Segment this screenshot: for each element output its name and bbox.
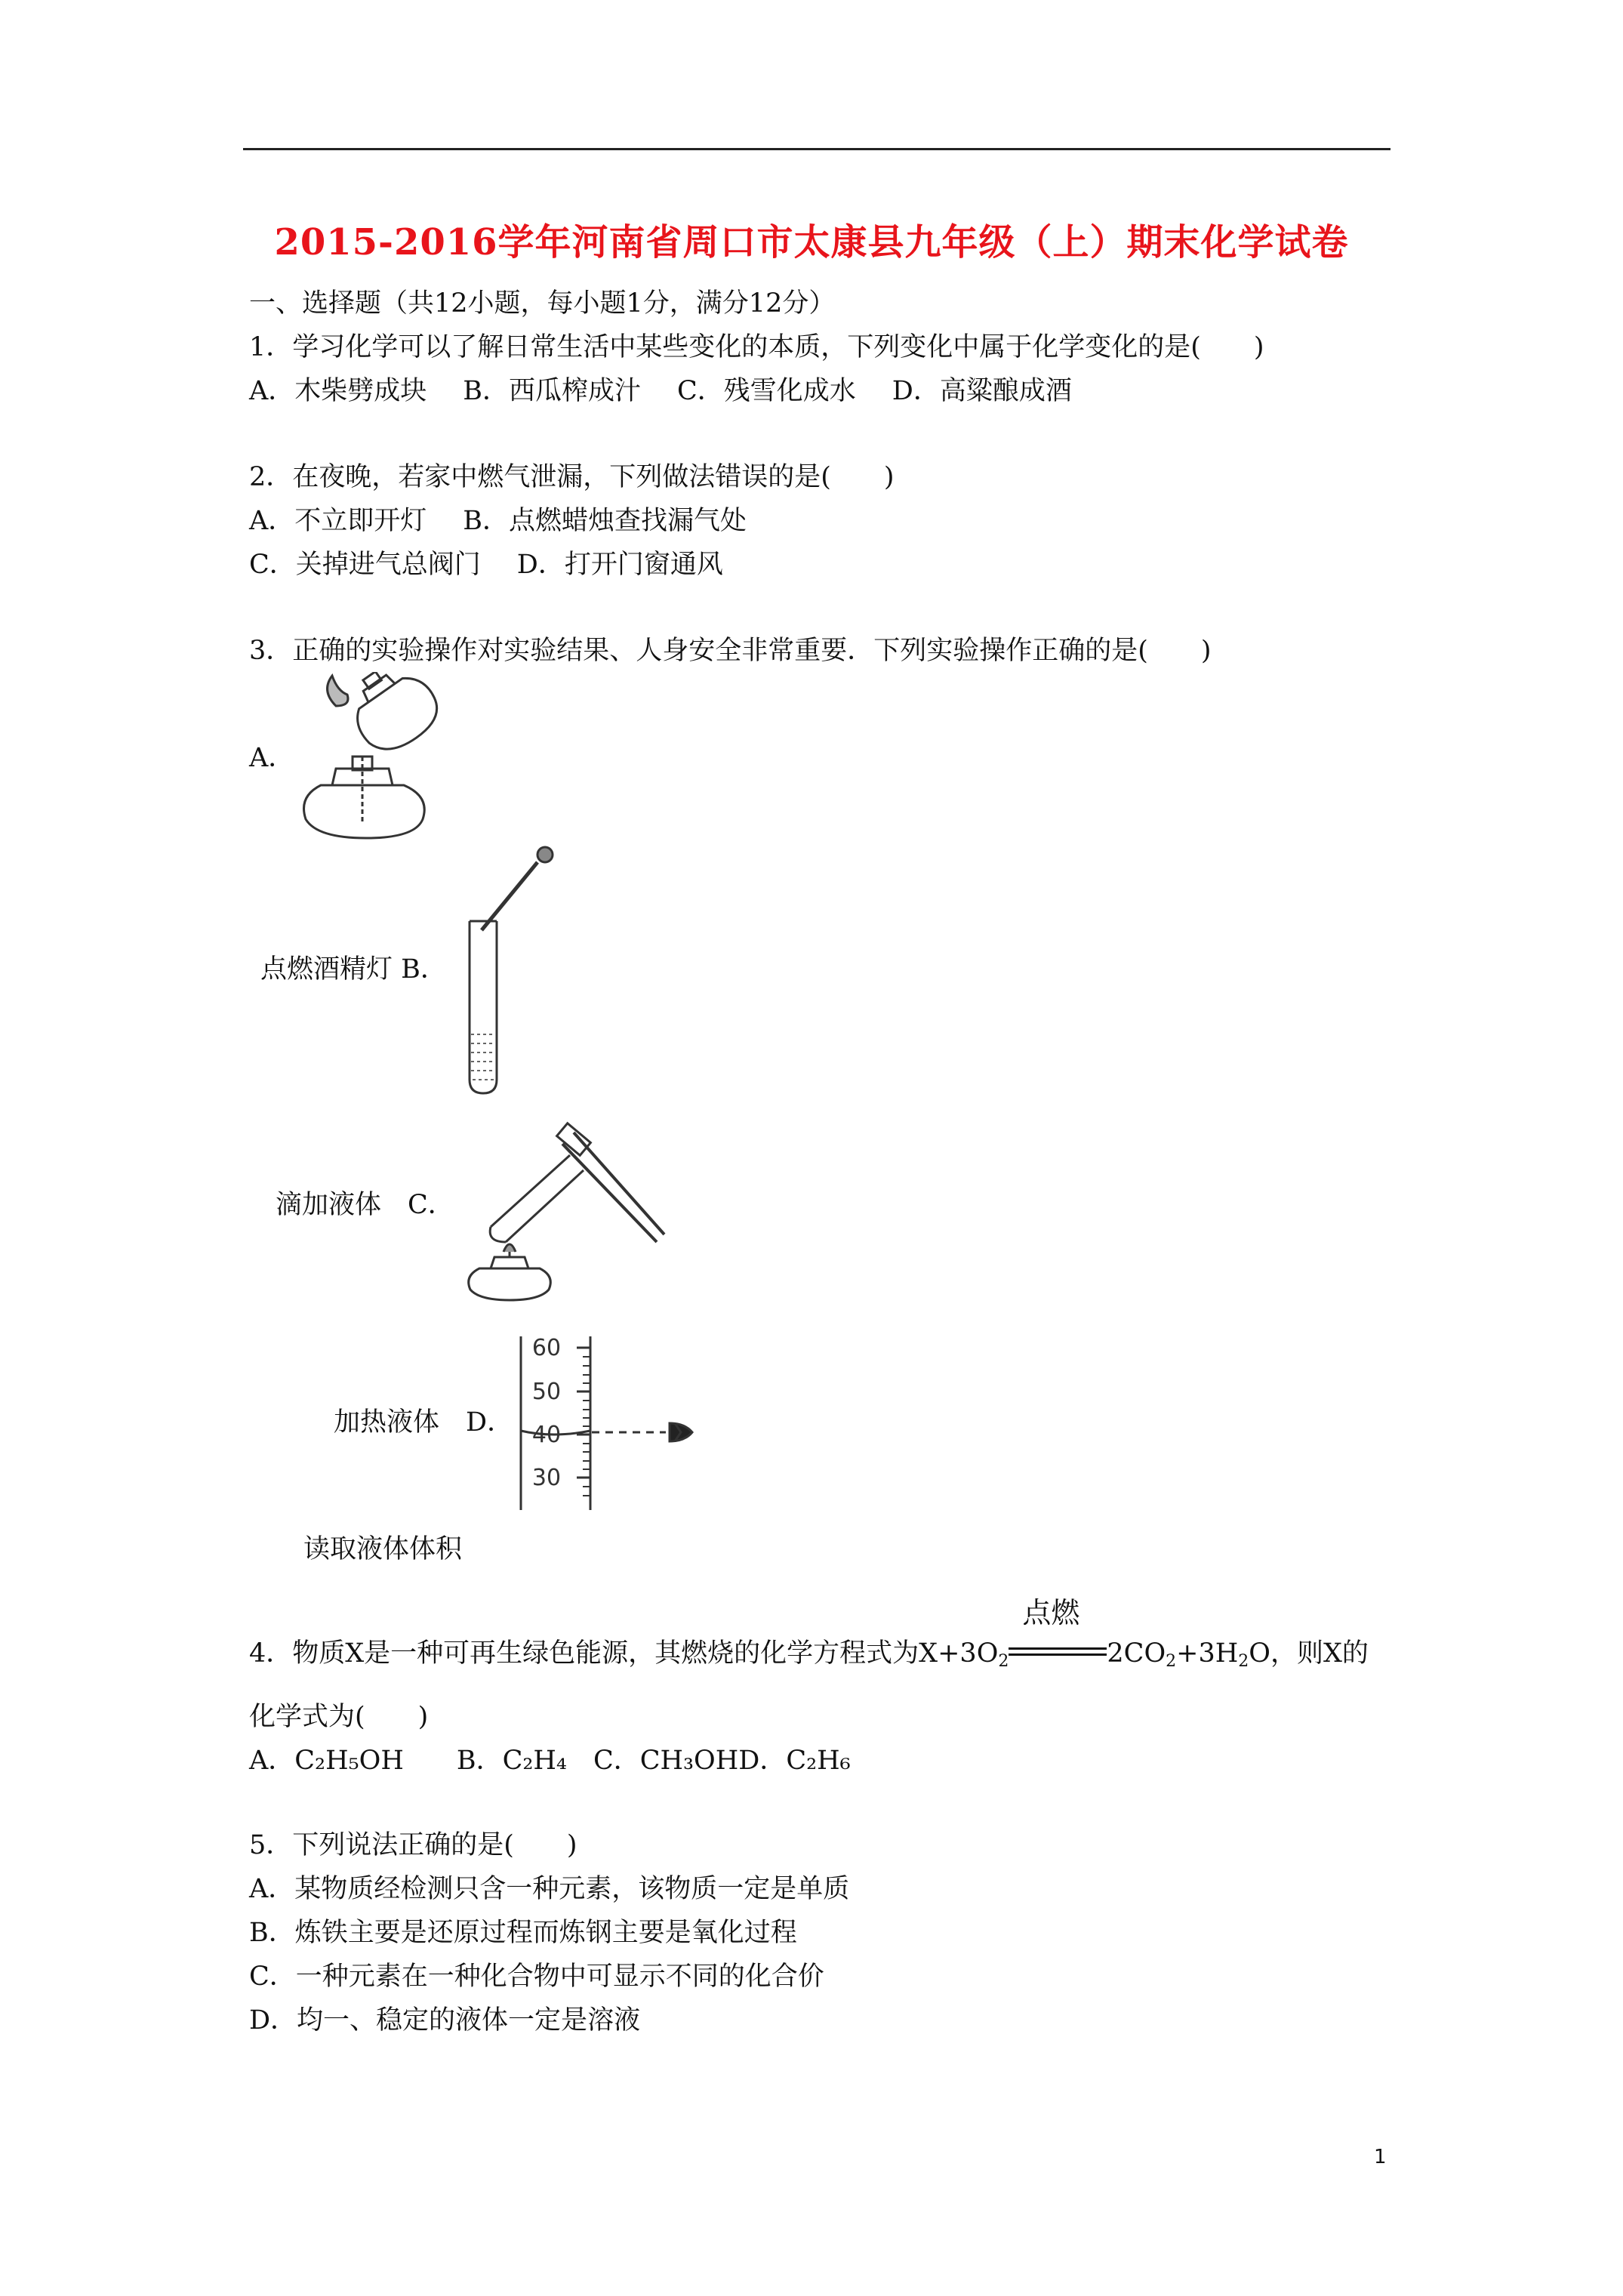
q1-options	[249, 374, 1072, 408]
q2-option-b: B．点燃蜡烛查找漏气处	[463, 506, 747, 536]
q3-option-d-caption: 读取液体体积	[303, 1534, 463, 1564]
graduated-cylinder-figure	[507, 1333, 704, 1514]
q3-option-b-label: B．	[401, 954, 447, 985]
q2-option-c: C．关掉进气总阀门	[249, 550, 481, 580]
q2-options-row2	[249, 548, 723, 581]
q5-option-b: B．炼铁主要是还原过程而炼钢主要是氧化过程	[249, 1918, 797, 1948]
alcohol-lamp-lighting-figure	[291, 672, 449, 846]
q3-option-c-caption: 加热液体 D．	[334, 1407, 514, 1438]
q5-option-c: C．一种元素在一种化合物中可显示不同的化合价	[249, 1962, 824, 1992]
dropper-test-tube-figure	[453, 846, 566, 1095]
q3-stem: 3．正确的实验操作对实验结果、人身安全非常重要．下列实验操作正确的是( )	[249, 636, 1212, 666]
q1-stem: 1．学习化学可以了解日常生活中某些变化的本质，下列变化中属于化学变化的是( )	[249, 332, 1264, 362]
q2-options-row1	[249, 504, 747, 538]
q4-stem-line2: 化学式为( )	[249, 1702, 429, 1732]
cylinder-tick-30: 30	[531, 1465, 562, 1491]
exam-title: 2015-2016学年河南省周口市太康县九年级（上）期末化学试卷	[274, 221, 1349, 264]
q3-option-d-label: D．	[466, 1407, 514, 1438]
cylinder-tick-60: 60	[531, 1335, 562, 1361]
header-rule	[243, 148, 1390, 150]
heating-liquid-figure	[457, 1102, 668, 1302]
page-number: 1	[1374, 2146, 1387, 2168]
q2-option-d: D．打开门窗通风	[516, 550, 723, 580]
q2-stem: 2．在夜晚，若家中燃气泄漏，下列做法错误的是( )	[249, 462, 895, 492]
reaction-condition: 点燃	[1009, 1640, 1107, 1670]
q4-options: A．C₂H₅OH B．C₂H₄ C．CH₃OHD．C₂H₆	[249, 1746, 851, 1776]
section-heading: 一、选择题（共12小题，每小题1分，满分12分）	[249, 288, 836, 319]
q1-option-d: D．高粱酿成酒	[892, 376, 1072, 406]
q2-option-a: A．不立即开灯	[249, 506, 427, 536]
q5-stem: 5．下列说法正确的是( )	[249, 1830, 577, 1860]
q3-option-b-caption: 滴加液体 C．	[276, 1190, 454, 1220]
q1-option-b: B．西瓜榨成汁	[463, 376, 642, 406]
cylinder-tick-40: 40	[531, 1422, 562, 1448]
cylinder-tick-50: 50	[531, 1379, 562, 1405]
q3-option-a-label: A．	[249, 743, 295, 773]
q5-option-d: D．均一、稳定的液体一定是溶液	[249, 2005, 641, 2036]
q5-option-a: A．某物质经检测只含一种元素，该物质一定是单质	[249, 1874, 850, 1904]
q1-option-c: C．残雪化成水	[677, 376, 856, 406]
q4-stem: 4．物质X是一种可再生绿色能源，其燃烧的化学方程式为$X+3O_2$ 点燃 $2CO_2+3H_2O$，则X的	[249, 1595, 1369, 1671]
q3-option-c-label: C．	[408, 1190, 454, 1220]
q1-option-a: A．木柴劈成块	[249, 376, 427, 406]
q3-option-a-caption: 点燃酒精灯 B．	[260, 954, 447, 985]
